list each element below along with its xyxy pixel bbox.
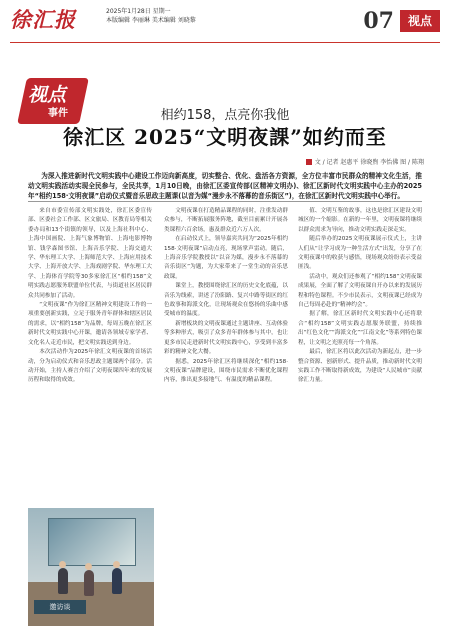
photo-person-head: [59, 561, 66, 568]
badge-sub-text: 事件: [48, 108, 68, 119]
article-lead: 为深入推进新时代文明实践中心建设工作迈向新高度，切实整合、优化、盘活各方资源，全方位丰富市民群众的精神文化生活，推动文明实践活动实现全民参与，全民共享，1月10日晚，由徐汇区委宣传部(区精神文明办)、徐汇区新时代文明实践中心主办的2025年“相约158·文明夜课”启动仪式暨音乐思政主题课(以音为媒“漫步永不落幕的音乐街区”)，在徐汇区新时代文明实践中心举行。: [28, 172, 422, 201]
paragraph: 在启动仪式上，领导嘉宾共同为“2025年相约158·文明夜课”启动点亮，现场掌声雷动。随后，上海音乐学院教授以“以音为媒，漫步永不落幕的音乐街区”为题，为大家带来了一堂生动的音乐思政课。: [164, 236, 288, 280]
photo-person: [84, 570, 94, 596]
photo-screen: [48, 518, 136, 566]
photo-person: [112, 568, 122, 594]
paragraph: “文明夜课”作为徐汇区精神文明建设工作的一项重要创新实践，立足于服务青年群体和辖区居民的需求，以“相约158”为品牌，每周五晚在徐汇区新时代文明实践中心开课，邀请各领域专家学者、文化名人走近市民，把文明实践送到身边。: [28, 302, 152, 346]
article-headline: 徐汇区 2025“文明夜課”如约而至: [63, 125, 387, 149]
paragraph: 据悉，2025年徐汇区将继续深化“相约158·文明夜课”品牌建设，围绕市民需求不断优化课程内容，推出更多接地气、有温度的精品课程。: [164, 358, 288, 384]
section-tag: 视点: [400, 10, 440, 32]
paragraph: 本次活动作为2025年徐汇文明夜课的首场活动，分为启动仪式和音乐思政主题课两个部分。活动开始，主持人赛言介绍了文明夜课四年来的发展历程和取得的成效。: [28, 349, 152, 384]
body-column-3: [298, 207, 422, 627]
page-number: 07: [363, 8, 394, 34]
newspaper-logo: 徐汇报: [10, 7, 76, 32]
paragraph: 值、文明互鉴的故事，这也是徐汇区建设文明城区的一个缩影。在新的一年里，文明夜课将继续以群众需求为导向，推动文明实践走深走实。: [298, 208, 422, 233]
byline-text: 文 / 记者 赵惠平 徐晓煦 李怡佛 图 / 陈翔: [314, 159, 424, 166]
photo-person-head: [113, 561, 120, 568]
body-column-2: [164, 207, 288, 627]
paragraph: 随后举办的2025文明夜课展示仪式上，主讲人们从“让学习成为一种生活方式”出发，分享了在文明夜课中的收获与感悟，现场观众纷纷表示受益匪浅。: [298, 236, 422, 271]
paragraph: 活动中，观众们还参观了“相约158”文明夜课成果展，全面了解了文明夜课自开办以来的发展历程和特色课程。不少市民表示，文明夜课已经成为自己每周必赴的“精神约会”。: [298, 273, 422, 309]
paragraph: 文明夜课在打造精品课程的同时，注重发动群众参与，不断拓展服务阵地，截至目前累计开展各类课程六百余场，惠及群众近六万人次。: [164, 208, 288, 233]
masthead: [10, 4, 440, 43]
article-byline: [306, 157, 424, 166]
photo-person: [58, 568, 68, 594]
paragraph: 来自市委宣传部文明实践处，徐汇区委宣传部、区委社会工作部、区文旅局、区教育局等相关委办局和13个街镇的领导，以及上海社科中心、上海中国画院、上海气象博物馆、上海电影博物馆、钱学森图书馆、上海音乐学院、上海交通大学、华东理工大学、上海师范大学、上海应用技术大学、上海开放大学、上海戏剧学院、华东理工大学、上海体育学院等30多家徐汇区“相约158”文明实践志愿服务联盟单位代表，与街道社区居民群众共同参加了活动。: [28, 208, 152, 299]
paragraph: 新增板块的文明夜课通过主题讲座、互动体验等多种形式，吸引了众多青年群体参与其中，也让更多市民走进新时代文明实践中心，享受到丰富多彩的精神文化大餐。: [164, 320, 288, 356]
editor-line: 本版编辑 李丽琳 美术编辑 刘晓黎: [106, 17, 196, 24]
body-column-1: [28, 207, 152, 507]
byline-marker: [306, 159, 312, 165]
photo-person-head: [85, 563, 92, 570]
event-photo: [28, 508, 154, 626]
paragraph: 最后，徐汇区将以此次活动为新起点，进一步整合资源、创新形式、提升品质，推动新时代文明实践工作不断取得新成效，为建设“人民城市”贡献徐汇力量。: [298, 349, 422, 384]
paragraph: 课堂上，教授围绕徐汇区的历史文化底蕴，以音乐为线索，讲述了汾阳路、复兴中路等街区的红色故事和海派文化，让现场观众在悠扬的乐曲中感受城市的温度。: [164, 283, 288, 318]
photo-caption: 邀访谈: [34, 600, 86, 614]
article-kicker: 相约158，点亮你我他: [160, 108, 290, 123]
paragraph: 据了解，徐汇区新时代文明实践中心还将联合“相约158”文明实践志愿服务联盟，持续推出“红色文化”“海派文化”“江南文化”等系列特色课程，让文明之光照亮每一个角落。: [298, 311, 422, 346]
issue-meta: [106, 7, 196, 25]
divider: [28, 201, 422, 202]
badge-main-text: 视点: [28, 84, 67, 106]
date-line: 2025年1月28日 星期一: [106, 8, 171, 15]
